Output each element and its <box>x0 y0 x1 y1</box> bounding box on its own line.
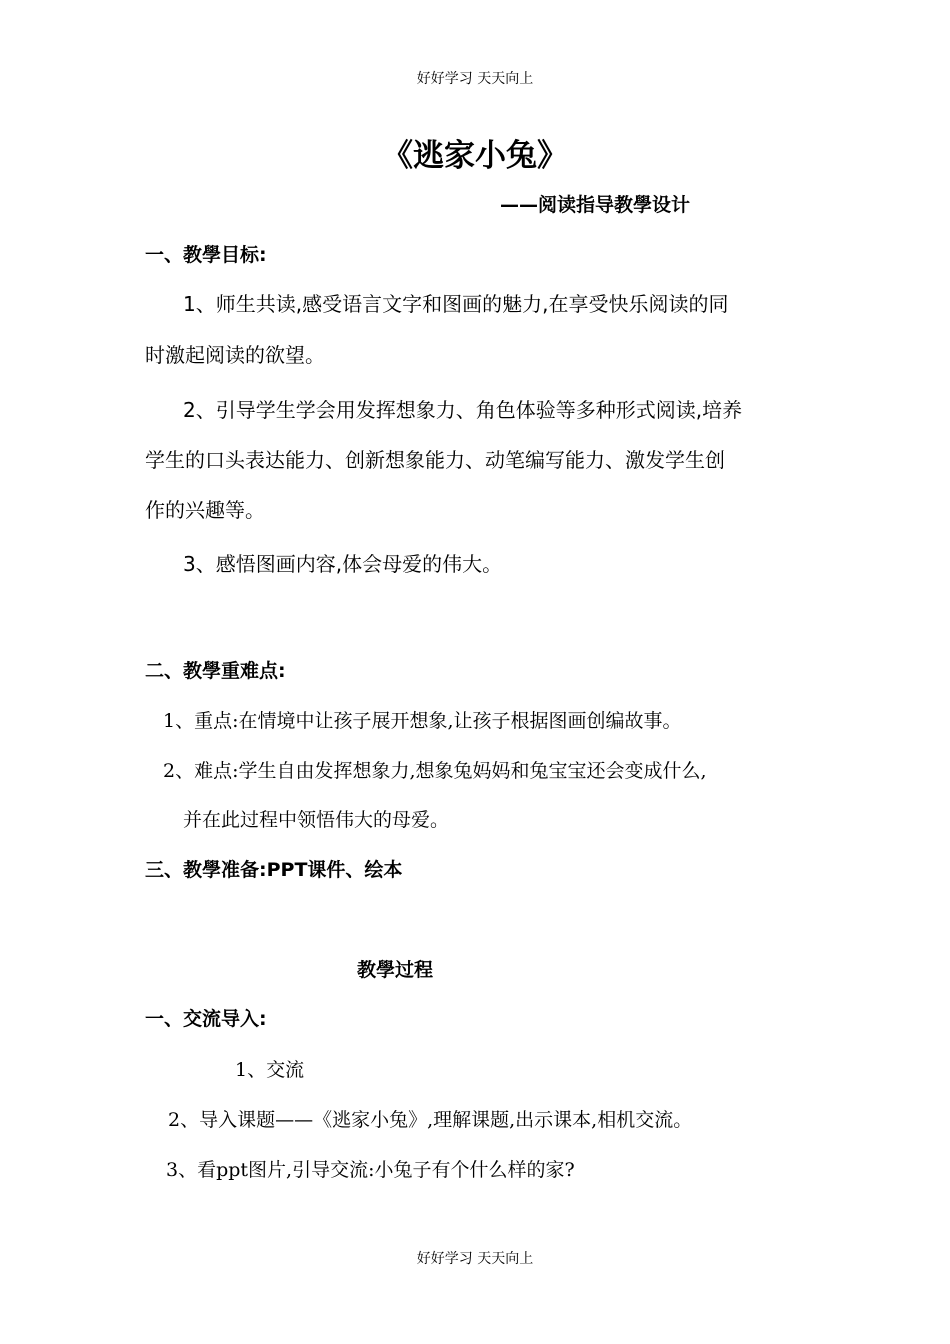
section-heading-key-points: 二、教學重难点: <box>145 660 286 682</box>
key-point-1: 1、重点:在情境中让孩子展开想象,让孩子根据图画创编故事。 <box>163 710 682 732</box>
goal-2-line-2: 学生的口头表达能力、创新想象能力、动笔编写能力、激发学生创 <box>145 448 725 472</box>
goal-1-line-2: 时激起阅读的欲望。 <box>145 343 325 367</box>
document-subtitle: ——阅读指导教學设计 <box>500 194 691 216</box>
goal-1-line-1: 1、师生共读,感受语言文字和图画的魅力,在享受快乐阅读的同 <box>183 292 729 316</box>
goal-2-line-1: 2、引导学生学会用发挥想象力、角色体验等多种形式阅读,培养 <box>183 398 743 422</box>
key-point-2-line-1: 2、难点:学生自由发挥想象力,想象兔妈妈和兔宝宝还会变成什么, <box>163 760 707 782</box>
goal-3: 3、感悟图画内容,体会母爱的伟大。 <box>183 552 503 576</box>
key-point-2-line-2: 并在此过程中领悟伟大的母爱。 <box>183 809 450 831</box>
section-heading-preparation: 三、教學准备:PPT课件、绘本 <box>145 859 403 881</box>
process-item-3: 3、看ppt图片,引导交流:小兔子有个什么样的家? <box>166 1159 575 1181</box>
process-item-1: 1、交流 <box>235 1059 305 1081</box>
page-header: 好好学习 天天向上 <box>416 71 534 87</box>
section-heading-goals: 一、教學目标: <box>145 244 267 266</box>
process-subheading: 一、交流导入: <box>145 1008 267 1030</box>
process-heading: 教學过程 <box>357 959 434 981</box>
process-item-2: 2、导入课题——《逃家小兔》,理解课题,出示课本,相机交流。 <box>168 1109 693 1131</box>
goal-2-line-3: 作的兴趣等。 <box>145 498 265 522</box>
document-title: 《逃家小兔》 <box>382 138 568 174</box>
page-footer: 好好学习 天天向上 <box>416 1251 534 1267</box>
